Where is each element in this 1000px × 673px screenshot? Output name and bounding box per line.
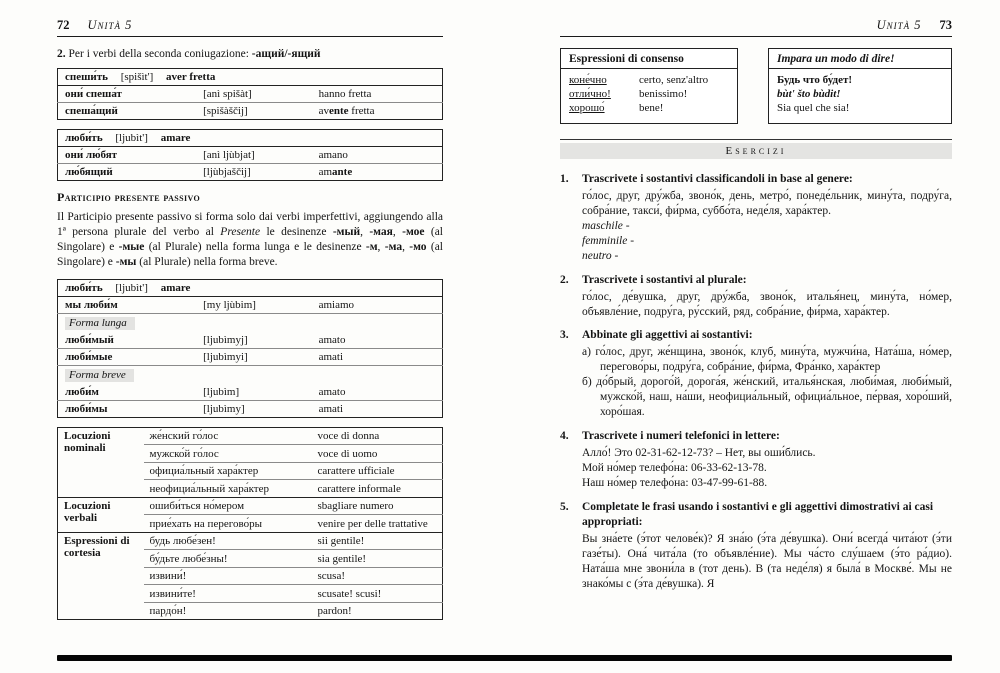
participle-transcription: [ljubìmyi] bbox=[196, 348, 312, 365]
verb-row bbox=[58, 348, 443, 365]
phrase-section-cortesia bbox=[58, 532, 443, 620]
esercizi-divider bbox=[560, 139, 952, 159]
phrase-row bbox=[58, 497, 443, 515]
phrase-section-verbali bbox=[58, 497, 443, 532]
phrase-row bbox=[58, 427, 443, 445]
participle-form-ru: люби́мые bbox=[58, 348, 197, 365]
exercise-5 bbox=[560, 500, 952, 592]
verb-infinitive-ru: люби́ть bbox=[65, 132, 103, 144]
phrase-section-label: Locuzioni nominali bbox=[64, 430, 111, 455]
verb-infinitive-ru: спеши́ть bbox=[65, 71, 108, 83]
consent-row bbox=[569, 102, 729, 114]
gender-line: femminile - bbox=[582, 234, 635, 247]
left-page bbox=[57, 18, 443, 620]
phrase-ru: мужско́й го́лос bbox=[144, 445, 312, 463]
exercise-number: 2. bbox=[560, 273, 569, 286]
gender-line: maschile - bbox=[582, 219, 630, 232]
consent-ru: отли́чно! bbox=[569, 88, 611, 100]
verb-form-it: amante bbox=[318, 166, 353, 178]
verb-form-transcription: [spišàščij] bbox=[203, 105, 248, 117]
participle-transcription: [ljubìm] bbox=[196, 384, 312, 401]
exercise-title: Abbinate gli aggettivi ai sostantivi: bbox=[582, 329, 753, 342]
phrase-ru: извини́! bbox=[144, 567, 312, 585]
verb-row bbox=[58, 296, 443, 313]
exercise-title: Trascrivete i numeri telefonici in lettere: bbox=[582, 430, 780, 443]
phrase-ru: пардо́н! bbox=[149, 605, 187, 618]
left-page-title: Unità 5 bbox=[87, 18, 133, 32]
exercise-3 bbox=[560, 328, 952, 420]
idiom-box bbox=[768, 48, 952, 124]
verb-form-transcription: [my ljùbim] bbox=[196, 296, 312, 313]
verb-transcription: [ljubìt'] bbox=[115, 132, 148, 144]
phrase-section-label: Espressioni di cortesia bbox=[58, 532, 144, 620]
verb-form-ru: лю́бящий bbox=[65, 166, 113, 178]
participle-table bbox=[57, 279, 443, 418]
consent-row bbox=[569, 88, 729, 100]
phrase-it: scusate! scusi! bbox=[312, 585, 443, 603]
exercise-body: го́лос, друг, дру́жба, звоно́к, день, метро́, понеде́льник, мину́та, подру́га, собра́ние, такси́, фи́рма, суббо́та, неде́ля, хара́ктер. bbox=[582, 189, 952, 217]
participle-it: amato bbox=[312, 332, 443, 349]
participle-form-ru: люби́мы bbox=[65, 402, 108, 415]
left-page-number: 72 bbox=[57, 18, 70, 32]
verb-table-header bbox=[58, 130, 443, 147]
verb-row bbox=[58, 147, 443, 164]
phrase-it: scusa! bbox=[312, 567, 443, 585]
exercise-item-a: а) го́лос, друг, же́нщина, звоно́к, клуб, мину́та, мужчи́на, Ната́ша, но́мер, перегово́ры, подру́га, собра́ние, фи́рма, Фра́нко, хара́ктер bbox=[582, 346, 952, 374]
phrase-it: sia gentile! bbox=[312, 550, 443, 568]
consent-it: bene! bbox=[639, 102, 664, 114]
forma-lunga-row bbox=[58, 313, 443, 332]
verb-table-spesit bbox=[57, 68, 443, 120]
phrase-ru: официа́льный хара́ктер bbox=[144, 462, 312, 480]
verb-form-ru: спеша́щий bbox=[65, 105, 118, 117]
right-page-number: 73 bbox=[939, 18, 952, 32]
esercizi-band bbox=[560, 143, 952, 159]
consent-ru: коне́чно bbox=[569, 74, 607, 86]
verb-form-it: amiamo bbox=[312, 296, 443, 313]
right-page bbox=[560, 18, 952, 600]
verb-table-header bbox=[58, 69, 443, 86]
participio-paragraph: Il Participio presente passivo si forma solo dai verbi imperfettivi, aggiungendo alla 1ª persona plurale del verbo al Presente le desinenze -мый, -мая, -мое (al Singolare) e -мые (al Plurale) nella forma lunga e le desinenze -м, -ма, -мо (al Singolare) e -мы (al Plurale) nella forma breve. bbox=[57, 211, 444, 268]
phone-line: Алло́! Это 02-31-62-12-73? – Нет, вы оши́блись. bbox=[582, 447, 816, 459]
forma-breve-label: Forma breve bbox=[65, 369, 134, 382]
phrase-ru: прие́хать на перегово́ры bbox=[149, 517, 262, 530]
right-page-title: Unità 5 bbox=[876, 18, 922, 32]
consent-it: certo, senz'altro bbox=[639, 74, 709, 86]
phrase-ru: извини́те! bbox=[144, 585, 312, 603]
phrases-table bbox=[57, 427, 443, 621]
verb-form-it: amano bbox=[312, 147, 443, 164]
phrase-ru: неофициа́льный хара́ктер bbox=[149, 482, 269, 495]
forma-breve-row bbox=[58, 365, 443, 384]
verb-form-ru: мы люби́м bbox=[58, 296, 197, 313]
gender-line: neutro - bbox=[582, 249, 619, 262]
participle-form-ru: люби́мый bbox=[58, 332, 197, 349]
verb-row bbox=[58, 400, 443, 417]
phrase-section-label: Locuzioni verbali bbox=[58, 497, 144, 532]
participle-transcription: [ljubìmyj] bbox=[196, 332, 312, 349]
verb-row bbox=[58, 332, 443, 349]
book-bottom-edge bbox=[57, 655, 952, 661]
exercise-1 bbox=[560, 172, 952, 264]
phrase-it: carattere ufficiale bbox=[312, 462, 443, 480]
verb-form-ru: они́ спеша́т bbox=[58, 86, 197, 103]
exercise-2 bbox=[560, 273, 952, 320]
verb-row bbox=[58, 103, 443, 120]
idiom-ru: Будь что бу́дет! bbox=[777, 74, 853, 86]
idiom-box-title: Impara un modo di dire! bbox=[769, 49, 951, 69]
phrase-section-nominali bbox=[58, 427, 443, 497]
phone-line: Мой но́мер телефо́на: 06-33-62-13-78. bbox=[582, 461, 767, 474]
idiom-transliteration: bùt' što bùdit! bbox=[777, 88, 841, 100]
left-page-header bbox=[57, 18, 443, 37]
phrase-ru: будь любе́зен! bbox=[144, 532, 312, 550]
exercise-body: Вы зна́ете (э́тот челове́к)? Я зна́ю (э́та де́вушка). Они́ всегда́ чита́ют (э́ти газе́ты). Она́ чита́ла (то объявле́ние). Мы ча́сто слу́шаем (э́то ра́дио). Ната́ша мне звони́ла в (тот день). В (та неде́ля) я была́ в Москве́. Мы не знако́мы с (э́та де́вушка). Я bbox=[582, 532, 952, 590]
phrase-it: pardon! bbox=[317, 605, 352, 618]
exercise-title: Trascrivete i sostantivi al plurale: bbox=[582, 273, 747, 286]
verb-form-it: hanno fretta bbox=[312, 86, 443, 103]
phone-line: Наш но́мер телефо́на: 03-47-99-61-88. bbox=[582, 476, 768, 489]
participle-form-ru: люби́м bbox=[58, 384, 197, 401]
verb-form-it: avente fretta bbox=[318, 105, 375, 117]
consent-ru: хорошо́ bbox=[569, 102, 605, 114]
participio-heading: Participio presente passivo bbox=[57, 190, 201, 204]
consent-row bbox=[569, 74, 729, 86]
phrase-ru: ошиби́ться но́мером bbox=[144, 497, 312, 515]
right-page-header bbox=[560, 18, 952, 37]
participle-it: amato bbox=[312, 384, 443, 401]
verb-form-ru: они́ лю́бят bbox=[58, 147, 197, 164]
idiom-it: Sia quel che sia! bbox=[777, 102, 850, 114]
exercise-body: го́лос, де́вушка, друг, дру́жба, звоно́к, италья́нец, мину́та, но́мер, объявле́ние, подру́га, ру́сский, ряд, собра́ние, фи́рма, хара́ктер. bbox=[582, 290, 952, 318]
verb-transcription: [spišìt'] bbox=[120, 71, 154, 83]
verb-infinitive-ru: люби́ть bbox=[65, 281, 103, 294]
phrase-it: voce di donna bbox=[312, 427, 443, 445]
verb-form-transcription: [ljùbjaščij] bbox=[203, 166, 251, 178]
phrase-it: carattere informale bbox=[317, 482, 401, 495]
verb-row bbox=[58, 164, 443, 181]
phrase-it: venire per delle trattative bbox=[317, 517, 428, 530]
exercise-number: 4. bbox=[560, 430, 569, 443]
exercise-number: 3. bbox=[560, 329, 569, 342]
verb-form-transcription: [anì spišàt] bbox=[196, 86, 312, 103]
verb-transcription: [ljubìt'] bbox=[115, 281, 148, 294]
phrase-ru: же́нский го́лос bbox=[144, 427, 312, 445]
participle-it: amati bbox=[312, 348, 443, 365]
phrase-it: sii gentile! bbox=[312, 532, 443, 550]
participle-transcription: [ljubìmy] bbox=[203, 402, 245, 415]
consent-box bbox=[560, 48, 738, 124]
phrase-ru: бу́дьте любе́зны! bbox=[144, 550, 312, 568]
consent-it: benissimo! bbox=[639, 88, 688, 100]
verb-translation-it: amare bbox=[160, 132, 191, 144]
exercise-4 bbox=[560, 429, 952, 491]
forma-lunga-label: Forma lunga bbox=[65, 317, 135, 330]
verb-table-header bbox=[58, 279, 443, 296]
consent-box-title: Espressioni di consenso bbox=[561, 49, 737, 69]
phrase-it: voce di uomo bbox=[312, 445, 443, 463]
phrase-row bbox=[58, 532, 443, 550]
exercise-number: 5. bbox=[560, 500, 569, 513]
phrase-it: sbagliare numero bbox=[312, 497, 443, 515]
exercise-number: 1. bbox=[560, 173, 569, 185]
verb-row bbox=[58, 86, 443, 103]
exercise-title: Completate le frasi usando i sostantivi e gli aggettivi dimostrativi ai casi appropriati: bbox=[582, 500, 934, 528]
verb-form-transcription: [anì ljùbjat] bbox=[196, 147, 312, 164]
verb-row bbox=[58, 384, 443, 401]
verb-translation-it: amare bbox=[160, 281, 191, 294]
top-boxes bbox=[560, 48, 952, 124]
exercise-item-b: б) до́брый, дорого́й, дорога́я, же́нский, италья́нская, люби́мая, люби́мый, мужско́й, наш, на́ши, неофициа́льный, официа́льное, пе́рвая, хоро́ший, хоро́шая. bbox=[582, 376, 952, 419]
exercise-title: Trascrivete i sostantivi classificandoli in base al genere: bbox=[582, 173, 853, 185]
verb-translation-it: aver fretta bbox=[166, 71, 216, 83]
esercizi-label: Esercizi bbox=[725, 145, 787, 157]
participle-it: amati bbox=[318, 402, 344, 415]
section-2-intro: 2. Per i verbi della seconda coniugazione: -ащий/-ящий bbox=[57, 48, 321, 60]
verb-table-ljubit bbox=[57, 129, 443, 181]
